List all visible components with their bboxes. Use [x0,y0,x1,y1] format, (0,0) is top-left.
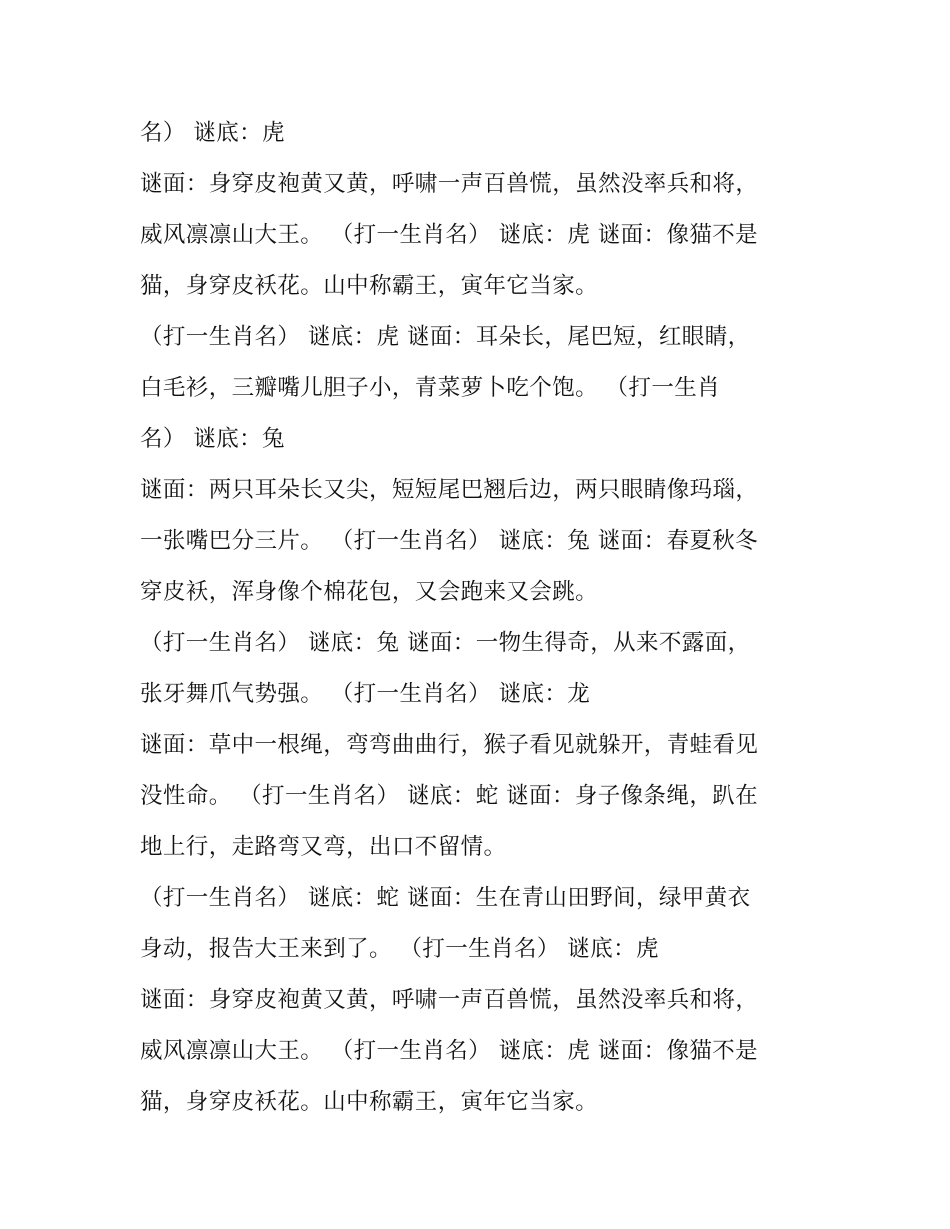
text-line: 名） 谜底：兔 [140,426,285,452]
text-line: 没性命。 （打一生肖名） 谜底：蛇 谜面：身子像条绳，趴在 [140,783,759,809]
text-line: 威风凛凛山大王。 （打一生肖名） 谜底：虎 谜面：像猫不是 [140,222,759,248]
text-line: 谜面：身穿皮袍黄又黄，呼啸一声百兽慌，虽然没率兵和将， [140,171,759,197]
text-line: （打一生肖名） 谜底：蛇 谜面：生在青山田野间，绿甲黄衣 [140,885,751,911]
text-line: 张牙舞爪气势强。 （打一生肖名） 谜底：龙 [140,681,591,707]
text-line: （打一生肖名） 谜底：兔 谜面：一物生得奇，从来不露面， [140,630,751,656]
text-line: 猫，身穿皮袄花。山中称霸王，寅年它当家。 [140,1089,599,1115]
text-line: 猫，身穿皮袄花。山中称霸王，寅年它当家。 [140,273,599,299]
text-line: 白毛衫，三瓣嘴儿胆子小，青菜萝卜吃个饱。 （打一生肖 [140,375,721,401]
text-line: （打一生肖名） 谜底：虎 谜面：耳朵长，尾巴短，红眼睛， [140,324,751,350]
text-line: 地上行，走路弯又弯，出口不留情。 [140,834,507,860]
text-line: 威风凛凛山大王。 （打一生肖名） 谜底：虎 谜面：像猫不是 [140,1038,759,1064]
text-line: 名） 谜底：虎 [140,120,285,146]
text-line: 谜面：两只耳朵长又尖，短短尾巴翘后边，两只眼睛像玛瑙， [140,477,759,503]
text-line: 身动，报告大王来到了。 （打一生肖名） 谜底：虎 [140,936,659,962]
text-line: 穿皮袄，浑身像个棉花包，又会跑来又会跳。 [140,579,599,605]
text-line: 一张嘴巴分三片。 （打一生肖名） 谜底：兔 谜面：春夏秋冬 [140,528,759,554]
text-line: 谜面：草中一根绳，弯弯曲曲行，猴子看见就躲开，青蛙看见 [140,732,759,758]
riddle-text-body [140,108,840,1128]
text-line: 谜面：身穿皮袍黄又黄，呼啸一声百兽慌，虽然没率兵和将， [140,987,759,1013]
